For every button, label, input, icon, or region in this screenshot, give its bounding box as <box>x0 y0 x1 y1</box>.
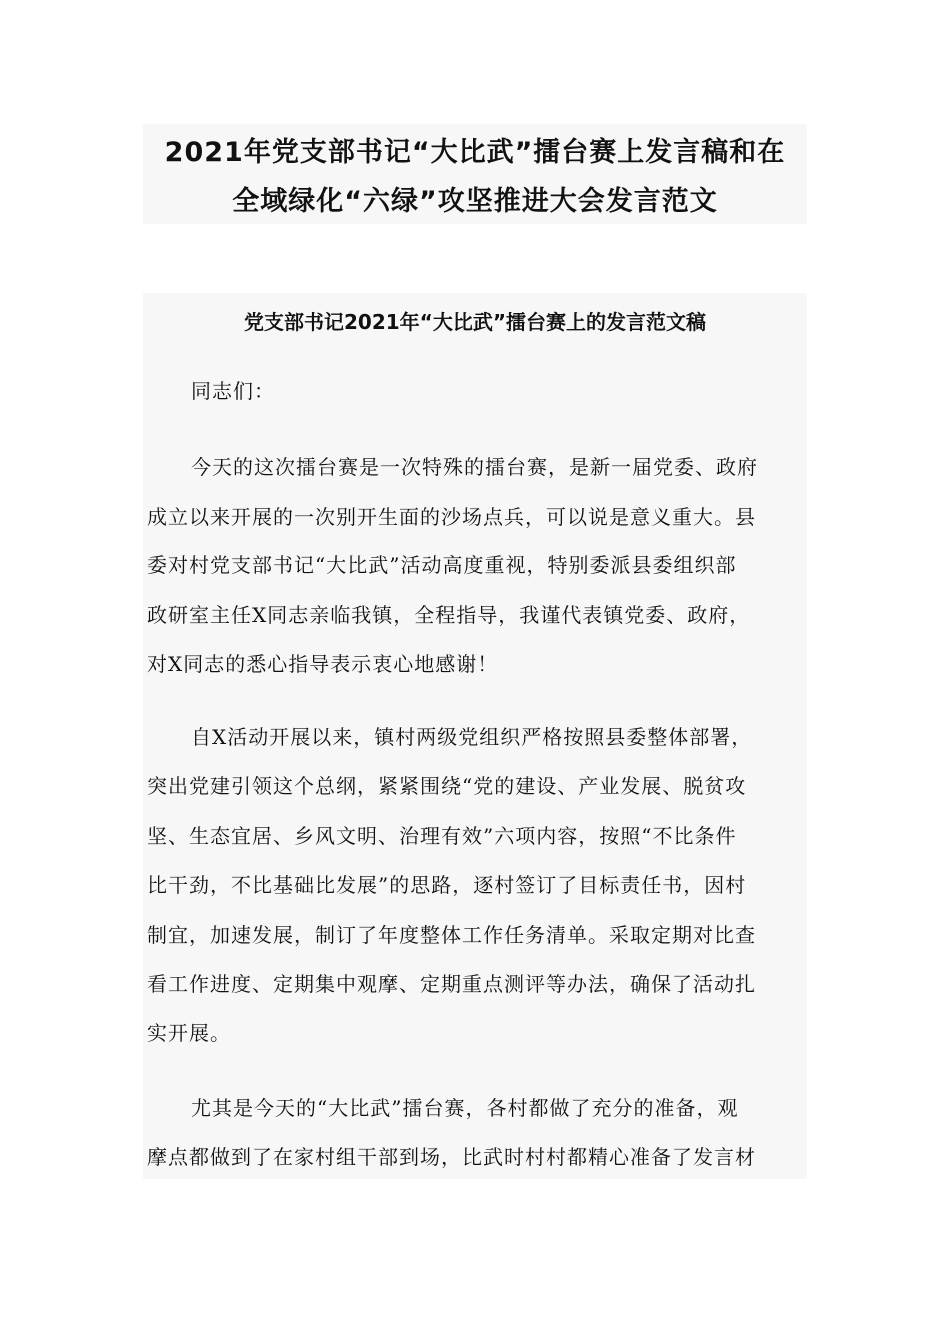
paragraph-1-line-3: 委对村党支部书记“大比武”活动高度重视，特别委派县委组织部 <box>147 553 737 577</box>
paragraph-2-line-3: 坚、生态宜居、乡风文明、治理有效”六项内容，按照“不比条件 <box>147 824 737 848</box>
salutation: 同志们： <box>191 379 275 403</box>
paragraph-2-line-1: 自X活动开展以来，镇村两级党组织严格按照县委整体部署， <box>191 725 753 749</box>
section-subtitle: 党支部书记2021年“大比武”擂台赛上的发言范文稿 <box>244 310 706 334</box>
title-line-2: 全域绿化“六绿”攻坚推进大会发言范文 <box>232 186 718 217</box>
article-body <box>143 293 807 1179</box>
document-title <box>143 124 807 224</box>
paragraph-1-line-5: 对X同志的悉心指导表示衷心地感谢！ <box>147 652 499 676</box>
paragraph-1-line-1: 今天的这次擂台赛是一次特殊的擂台赛，是新一届党委、政府 <box>191 455 758 479</box>
paragraph-2-line-6: 看工作进度、定期集中观摩、定期重点测评等办法，确保了活动扎 <box>147 972 756 996</box>
paragraph-2-line-2: 突出党建引领这个总纲，紧紧围绕“党的建设、产业发展、脱贫攻 <box>147 774 747 798</box>
paragraph-2-line-5: 制宜，加速发展，制订了年度整体工作任务清单。采取定期对比查 <box>147 923 756 947</box>
paragraph-1-line-4: 政研室主任X同志亲临我镇，全程指导，我谨代表镇党委、政府， <box>147 603 751 627</box>
paragraph-1-line-2: 成立以来开展的一次别开生面的沙场点兵，可以说是意义重大。县 <box>147 505 756 529</box>
paragraph-3-line-1: 尤其是今天的“大比武”擂台赛，各村都做了充分的准备，观 <box>191 1096 739 1120</box>
paragraph-2-line-7: 实开展。 <box>147 1021 231 1045</box>
paragraph-3-line-2: 摩点都做到了在家村组干部到场，比武时村村都精心准备了发言材 <box>147 1145 756 1169</box>
title-line-1: 2021年党支部书记“大比武”擂台赛上发言稿和在 <box>164 137 786 168</box>
paragraph-2-line-4: 比干劲，不比基础比发展”的思路，逐村签订了目标责任书，因村 <box>147 873 747 897</box>
